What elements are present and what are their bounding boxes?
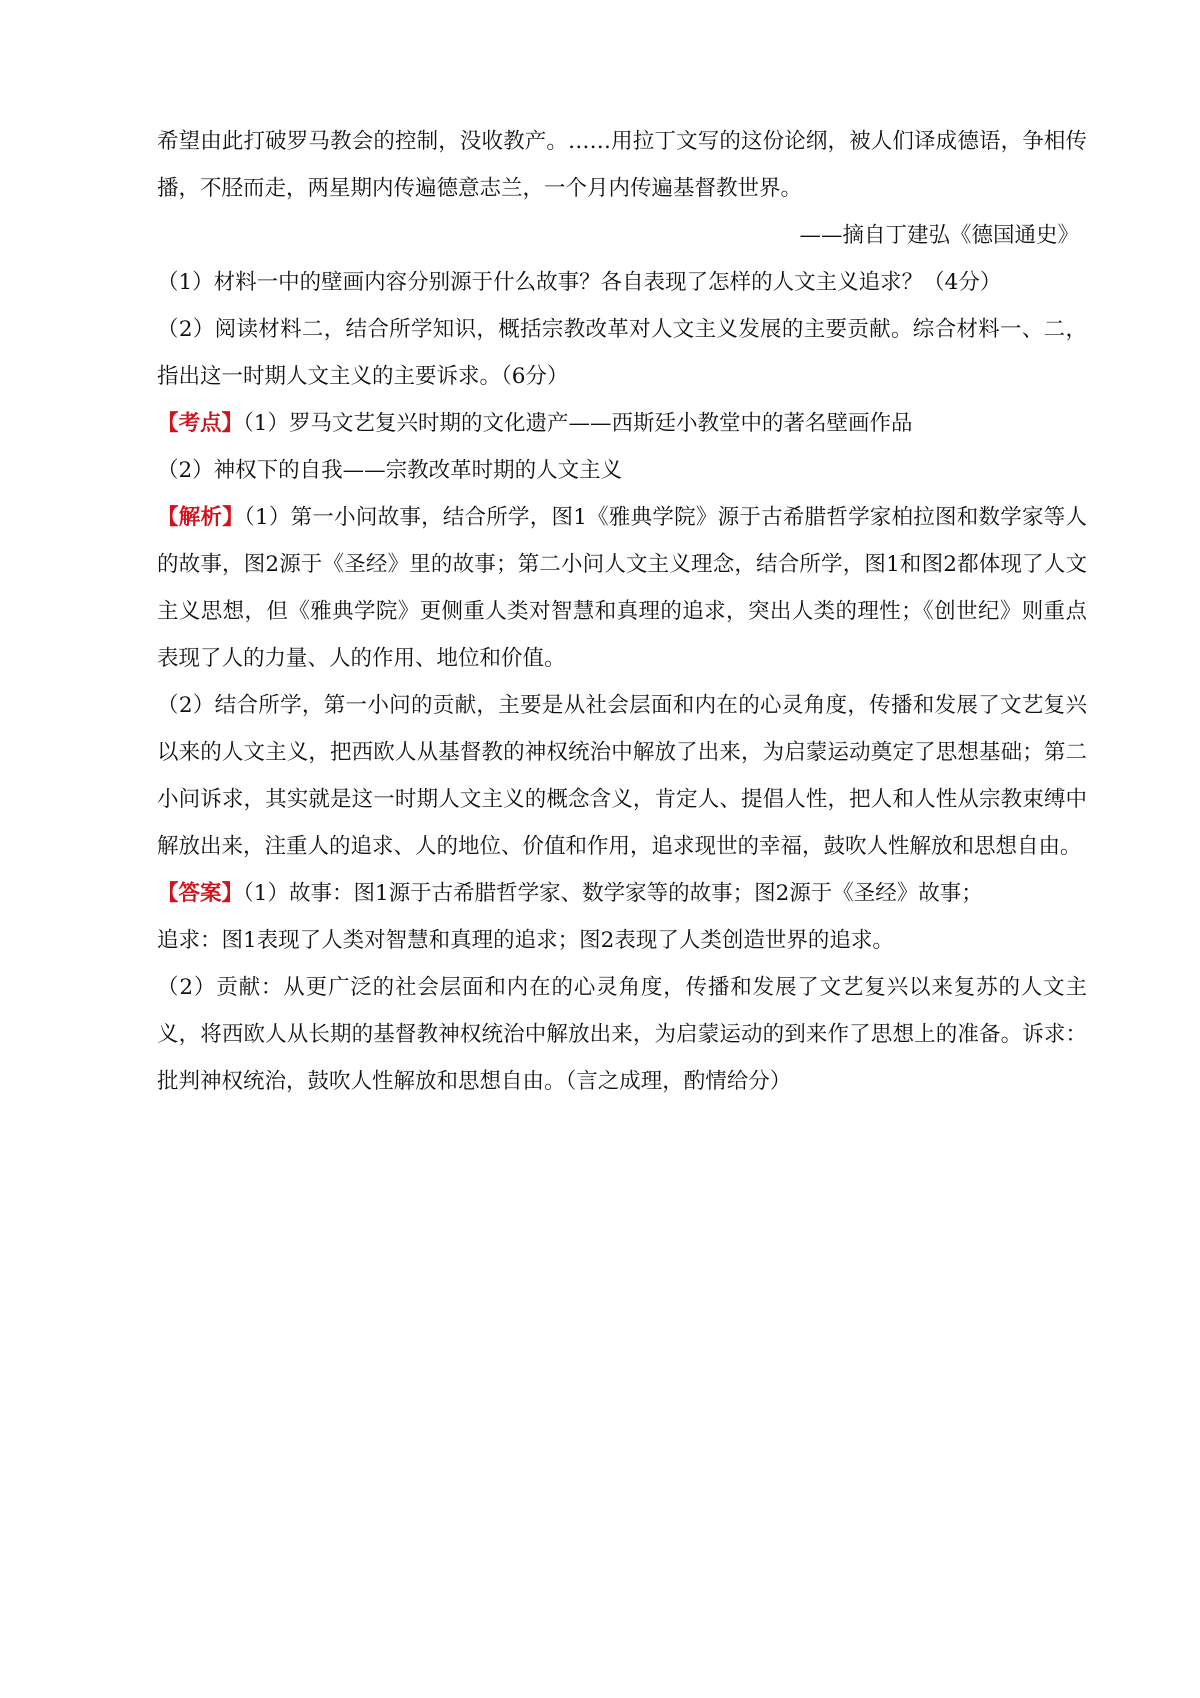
- question-1: （1）材料一中的壁画内容分别源于什么故事？各自表现了怎样的人文主义追求？（4分）: [157, 270, 1002, 295]
- kaodian-item-2: （2）神权下的自我——宗教改革时期的人文主义: [157, 458, 623, 483]
- daan-item-1b: 追求：图1表现了人类对智慧和真理的追求；图2表现了人类创造世界的追求。: [157, 928, 894, 953]
- jiexi-label: 【解析】: [157, 505, 244, 530]
- daan-text-1a: （1）故事：图1源于古希腊哲学家、数学家等的故事；图2源于《圣经》故事；: [243, 881, 983, 906]
- question-2: （2）阅读材料二，结合所学知识，概括宗教改革对人文主义发展的主要贡献。综合材料一、二，指出这一时期人文主义的主要诉求。（6分）: [157, 317, 1087, 389]
- kaodian-item-1: [157, 400, 1087, 447]
- jiexi-item-1: [157, 494, 1087, 682]
- document-content: [157, 118, 1087, 1105]
- material-two-text: 希望由此打破罗马教会的控制，没收教产。……用拉丁文写的这份论纲，被人们译成德语，争相传播，不胫而走，两星期内传遍德意志兰，一个月内传遍基督教世界。: [157, 129, 1087, 201]
- jiexi-item-2: （2）结合所学，第一小问的贡献，主要是从社会层面和内在的心灵角度，传播和发展了文艺复兴以来的人文主义，把西欧人从基督教的神权统治中解放了出来，为启蒙运动奠定了思想基础；第二小问诉求，其实就是这一时期人文主义的概念含义，肯定人、提倡人性，把人和人性从宗教束缚中解放出来，注重人的追求、人的地位、价值和作用，追求现世的幸福，鼓吹人性解放和思想自由。: [157, 693, 1087, 859]
- jiexi-text-1: （1）第一小问故事，结合所学，图1《雅典学院》源于古希腊哲学家柏拉图和数学家等人的故事，图2源于《圣经》里的故事；第二小问人文主义理念，结合所学，图1和图2都体现了人文主义思想，但《雅典学院》更侧重人类对智慧和真理的追求，突出人类的理性；《创世纪》则重点表现了人的力量、人的作用、地位和价值。: [157, 505, 1087, 671]
- material-citation: ——摘自丁建弘《德国通史》: [799, 223, 1079, 248]
- kaodian-label: 【考点】: [157, 411, 244, 436]
- daan-label: 【答案】: [157, 881, 244, 906]
- daan-item-2: （2）贡献：从更广泛的社会层面和内在的心灵角度，传播和发展了文艺复兴以来复苏的人文主义，将西欧人从长期的基督教神权统治中解放出来，为启蒙运动的到来作了思想上的准备。诉求：批判神权统治，鼓吹人性解放和思想自由。（言之成理，酌情给分）: [157, 975, 1087, 1094]
- kaodian-text-1: （1）罗马文艺复兴时期的文化遗产——西斯廷小教堂中的著名壁画作品: [243, 411, 913, 436]
- daan-item-1a: [157, 870, 1087, 917]
